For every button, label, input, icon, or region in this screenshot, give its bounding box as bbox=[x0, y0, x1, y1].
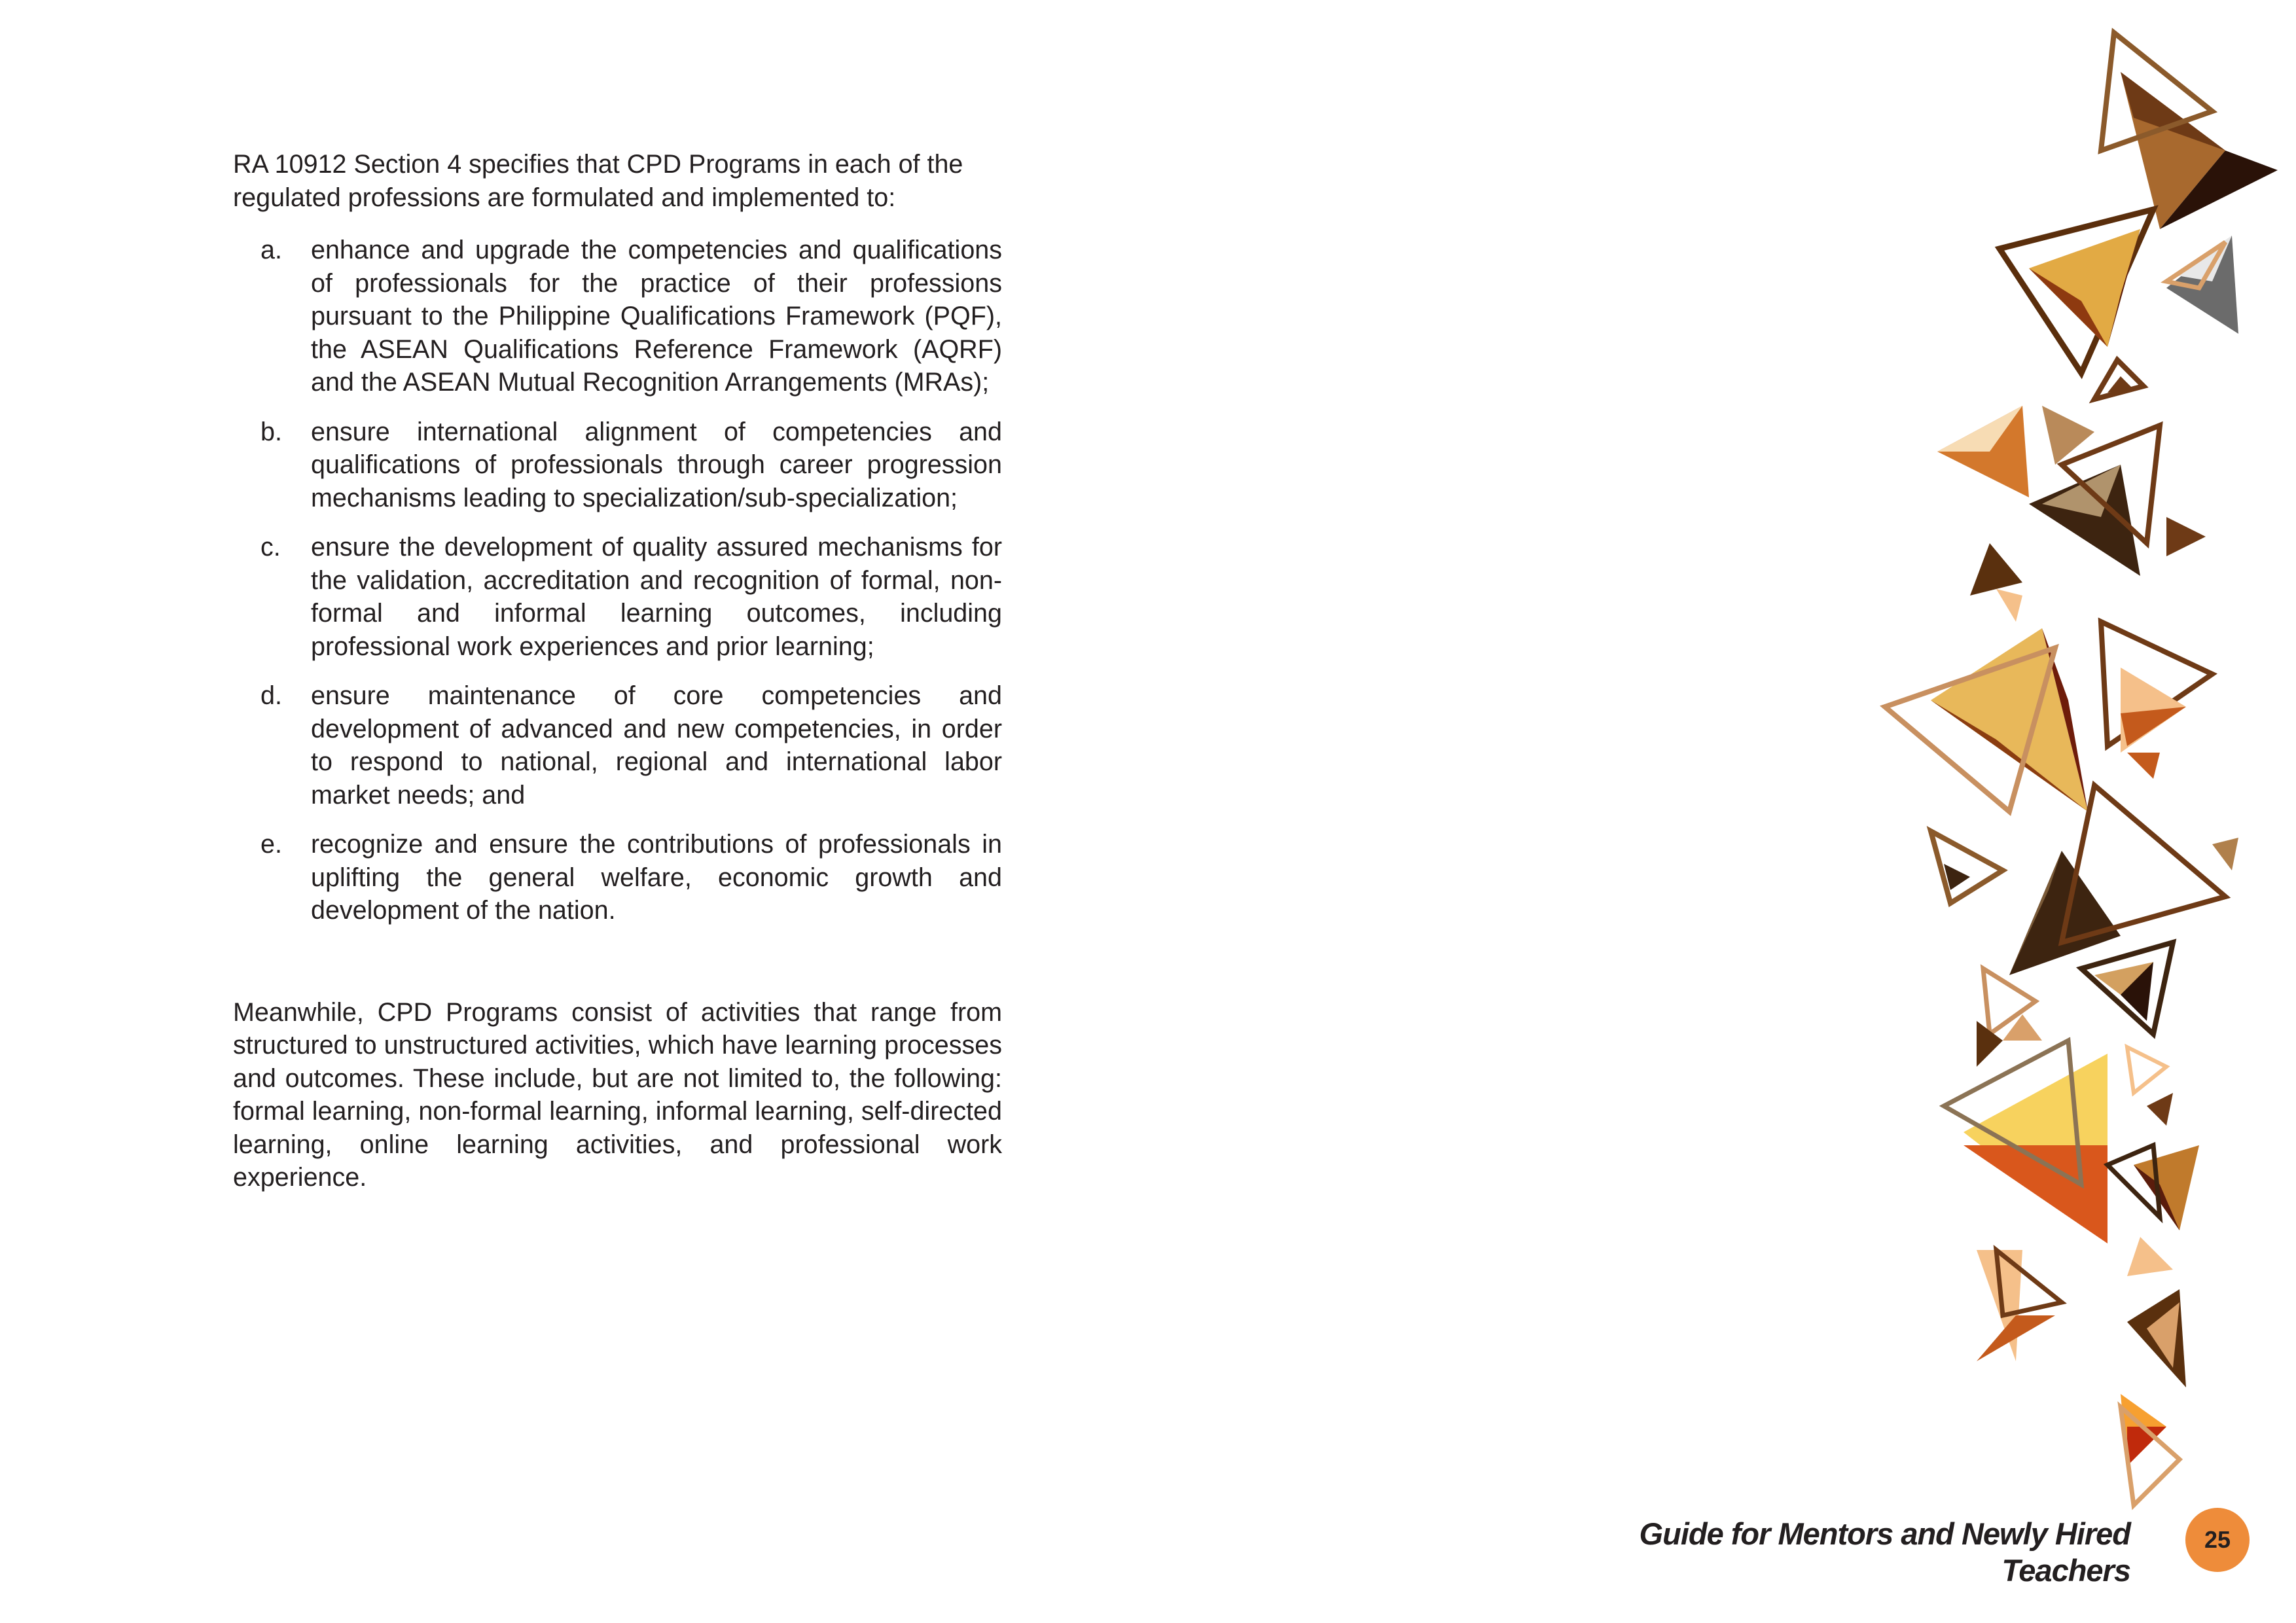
closing-paragraph: Meanwhile, CPD Programs consist of activities that range from structured to unstructured activities, which have learning processes and outcomes. These include, but are not limited to, the following: formal learning, non-formal learning, informal learning, self-directed learning, online learning activities, and professional work experience. bbox=[233, 997, 1002, 1192]
decor-triangle bbox=[1970, 543, 2022, 596]
decor-triangle bbox=[2212, 838, 2238, 870]
list-item-text: recognize and ensure the contributions of professionals in uplifting the general welfare, economic growth and development of the nation. bbox=[311, 830, 1002, 925]
list-marker: e. bbox=[260, 830, 282, 859]
decor-triangle bbox=[2009, 851, 2121, 975]
list-item bbox=[233, 234, 1002, 399]
page-number-badge: 25 bbox=[2185, 1508, 2250, 1572]
list-item bbox=[233, 416, 1002, 515]
list-item bbox=[233, 679, 1002, 812]
decor-triangle bbox=[2127, 1237, 2173, 1276]
decor-triangle bbox=[2127, 753, 2160, 779]
decor-triangle bbox=[2121, 707, 2186, 746]
list-marker: b. bbox=[260, 417, 282, 446]
list-marker: d. bbox=[260, 681, 282, 710]
list-marker: c. bbox=[260, 533, 281, 562]
list-item bbox=[233, 531, 1002, 663]
objectives-list bbox=[233, 234, 1002, 927]
list-item-text: ensure the development of quality assured mechanisms for the validation, accreditation and recognition of formal, non-formal and informal learning outcomes, including professional work experiences and prior learning; bbox=[311, 533, 1002, 661]
decor-triangle bbox=[1931, 628, 2088, 812]
list-item-text: enhance and upgrade the competencies and qualifications of professionals for the practice of their professions pursuant to the Philippine Qualifications Framework (PQF), the ASEAN Qualifications Reference Framework (AQRF) and the ASEAN Mutual Recognition Arrangements (MRAs); bbox=[311, 236, 1002, 397]
triangle-decoration bbox=[1846, 20, 2296, 1525]
decor-triangle bbox=[2134, 1145, 2199, 1230]
list-item-text: ensure maintenance of core competencies and development of advanced and new competencies, in order to respond to national, regional and international labor market needs; and bbox=[311, 681, 1002, 810]
decor-triangle-outline bbox=[2127, 1047, 2166, 1093]
body-text bbox=[233, 148, 1002, 1194]
decor-triangle bbox=[2166, 517, 2206, 556]
decor-triangle bbox=[2147, 1093, 2173, 1126]
list-item bbox=[233, 828, 1002, 927]
list-marker: a. bbox=[260, 236, 282, 264]
decor-triangle bbox=[1996, 589, 2022, 622]
decor-triangle-outline bbox=[1931, 831, 2003, 903]
footer-title: Guide for Mentors and Newly Hired Teachers bbox=[1639, 1516, 2130, 1588]
list-item-text: ensure international alignment of competencies and qualifications of professionals through career progression mechanisms leading to specialization/sub-specialization; bbox=[311, 417, 1002, 512]
intro-paragraph: RA 10912 Section 4 specifies that CPD Programs in each of the regulated professions are formulated and implemented to: bbox=[233, 150, 963, 212]
